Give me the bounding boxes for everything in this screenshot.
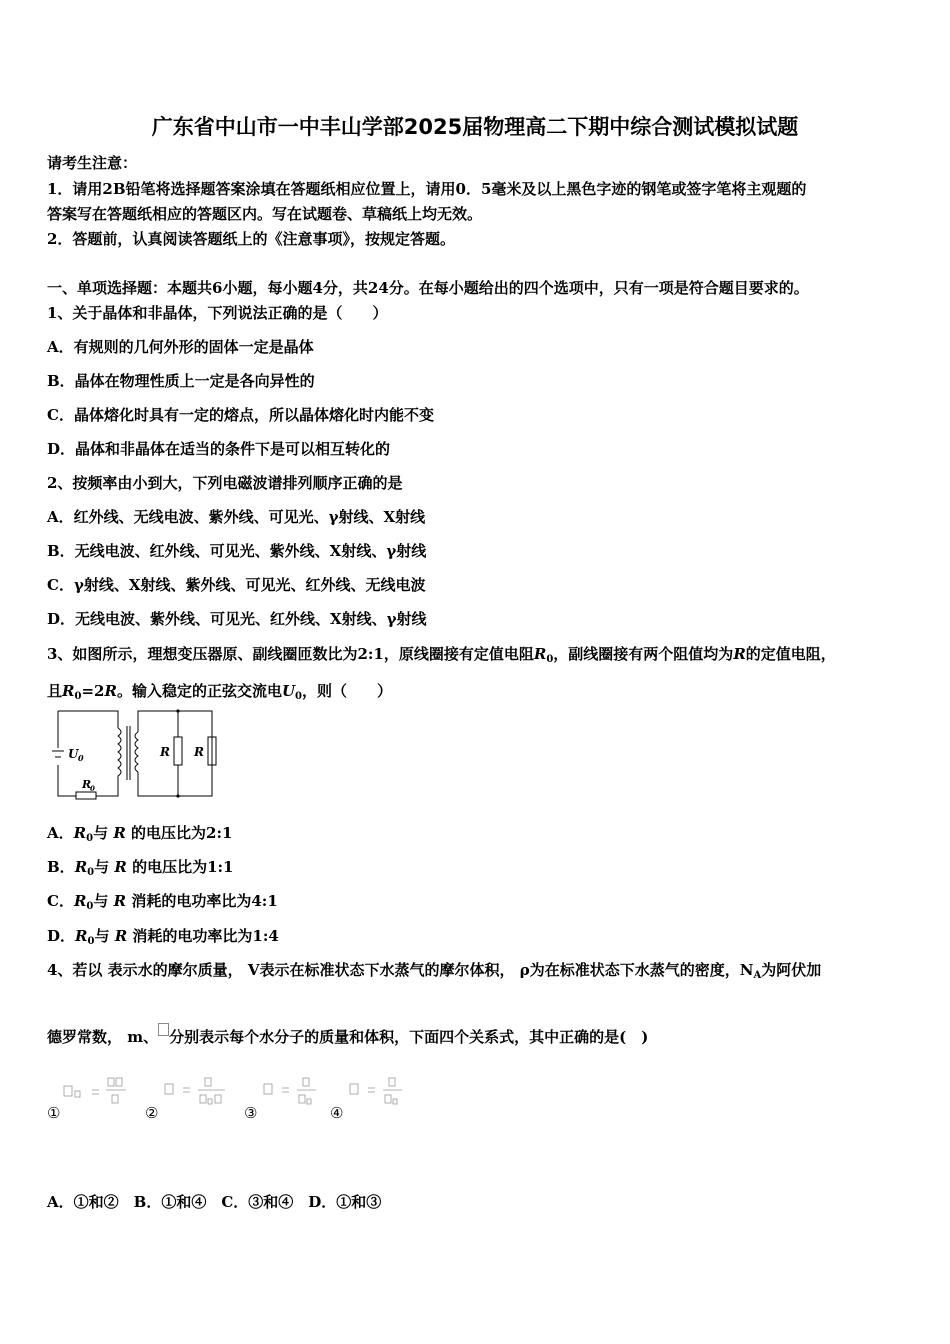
formula-2-number: ② xyxy=(145,1104,159,1122)
q4-stem-line2: 德罗常数， m、 分别表示每个水分子的质量和体积，下面四个关系式，其中正确的是( ) xyxy=(47,1023,648,1047)
formula-4 xyxy=(330,1076,410,1130)
formula-4-glyphs xyxy=(330,1076,410,1126)
q3-stem-line2: 且$R_0=2R$。输入稳定的正弦交流电$U_0$，则（ ） xyxy=(47,682,393,702)
q2-option-d: D．无线电波、紫外线、可见光、红外线、X射线、γ射线 xyxy=(47,610,427,628)
q3-option-b: B．$R_0$与 R 的电压比为1:1 xyxy=(47,858,234,878)
q1-option-a: A．有规则的几何外形的固体一定是晶体 xyxy=(47,338,314,356)
junction-dot-top xyxy=(176,709,179,712)
notice-line2: 2．答题前，认真阅读答题纸上的《注意事项》，按规定答题。 xyxy=(47,230,455,248)
q1-option-b: B．晶体在物理性质上一定是各向异性的 xyxy=(47,372,315,390)
section1-heading: 一、单项选择题：本题共6小题，每小题4分，共24分。在每小题给出的四个选项中，只有一项是符合题目要求的。 xyxy=(47,279,809,297)
formula-4-number: ④ xyxy=(330,1104,344,1122)
formula-2 xyxy=(145,1076,235,1130)
q1-option-d: D．晶体和非晶体在适当的条件下是可以相互转化的 xyxy=(47,440,391,458)
r0-subscript: 0 xyxy=(90,784,95,793)
transformer-circuit-diagram xyxy=(48,708,218,800)
q1-option-c: C．晶体熔化时具有一定的熔点，所以晶体熔化时内能不变 xyxy=(47,406,434,424)
u0-subscript: 0 xyxy=(78,753,84,763)
formula-2-glyphs xyxy=(145,1076,235,1126)
q4-stem-line1: 4、若以 表示水的摩尔质量， V表示在标准状态下水蒸气的摩尔体积， ρ为在标准状态下水蒸气的密度，$N_A$为阿伏加 xyxy=(47,961,822,981)
q2-option-a: A．红外线、无线电波、紫外线、可见光、γ射线、X射线 xyxy=(47,508,426,526)
r0-label: R xyxy=(82,778,92,791)
q3-option-a: A．$R_0$与 R 的电压比为2:1 xyxy=(47,824,233,844)
q2-option-b: B．无线电波、红外线、可见光、紫外线、X射线、γ射线 xyxy=(47,542,427,560)
r-label-right: R xyxy=(194,745,204,759)
q4-options: A．①和② B．①和④ C．③和④ D．①和③ xyxy=(47,1193,382,1211)
q3-stem-line1: 3、如图所示，理想变压器原、副线圈匝数比为2:1，原线圈接有定值电阻$R_0$，副线圈接有两个阻值均为R的定值电阻， xyxy=(47,645,836,665)
formula-3-glyphs xyxy=(244,1076,324,1126)
u0-label: U xyxy=(68,747,79,761)
q2-option-c: C．γ射线、X射线、紫外线、可见光、红外线、无线电波 xyxy=(47,576,426,594)
q2-stem: 2、按频率由小到大，下列电磁波谱排列顺序正确的是 xyxy=(47,474,403,492)
missing-symbol-box xyxy=(158,1023,169,1036)
formula-1-number: ① xyxy=(47,1104,61,1122)
junction-dot-bottom xyxy=(176,794,179,797)
q1-stem: 1、关于晶体和非晶体，下列说法正确的是（ ） xyxy=(47,304,388,322)
q3-option-d: D．$R_0$与 R 消耗的电功率比为1:4 xyxy=(47,927,279,947)
formula-3-number: ③ xyxy=(244,1104,258,1122)
notice-heading: 请考生注意： xyxy=(47,154,138,172)
q3-option-c: C．$R_0$与 R 消耗的电功率比为4:1 xyxy=(47,892,278,912)
notice-line1b: 答案写在答题纸相应的答题区内。写在试题卷、草稿纸上均无效。 xyxy=(47,205,483,223)
r-label-left: R xyxy=(160,745,170,759)
formula-1-glyphs xyxy=(47,1076,132,1126)
formula-1 xyxy=(47,1076,132,1130)
notice-line1a: 1．请用2B铅笔将选择题答案涂填在答题纸相应位置上，请用0．5毫米及以上黑色字迹的钢笔或签字笔将主观题的 xyxy=(47,180,807,198)
page-title: 广东省中山市一中丰山学部2025届物理高二下期中综合测试模拟试题 xyxy=(151,115,799,139)
formula-3 xyxy=(244,1076,324,1130)
